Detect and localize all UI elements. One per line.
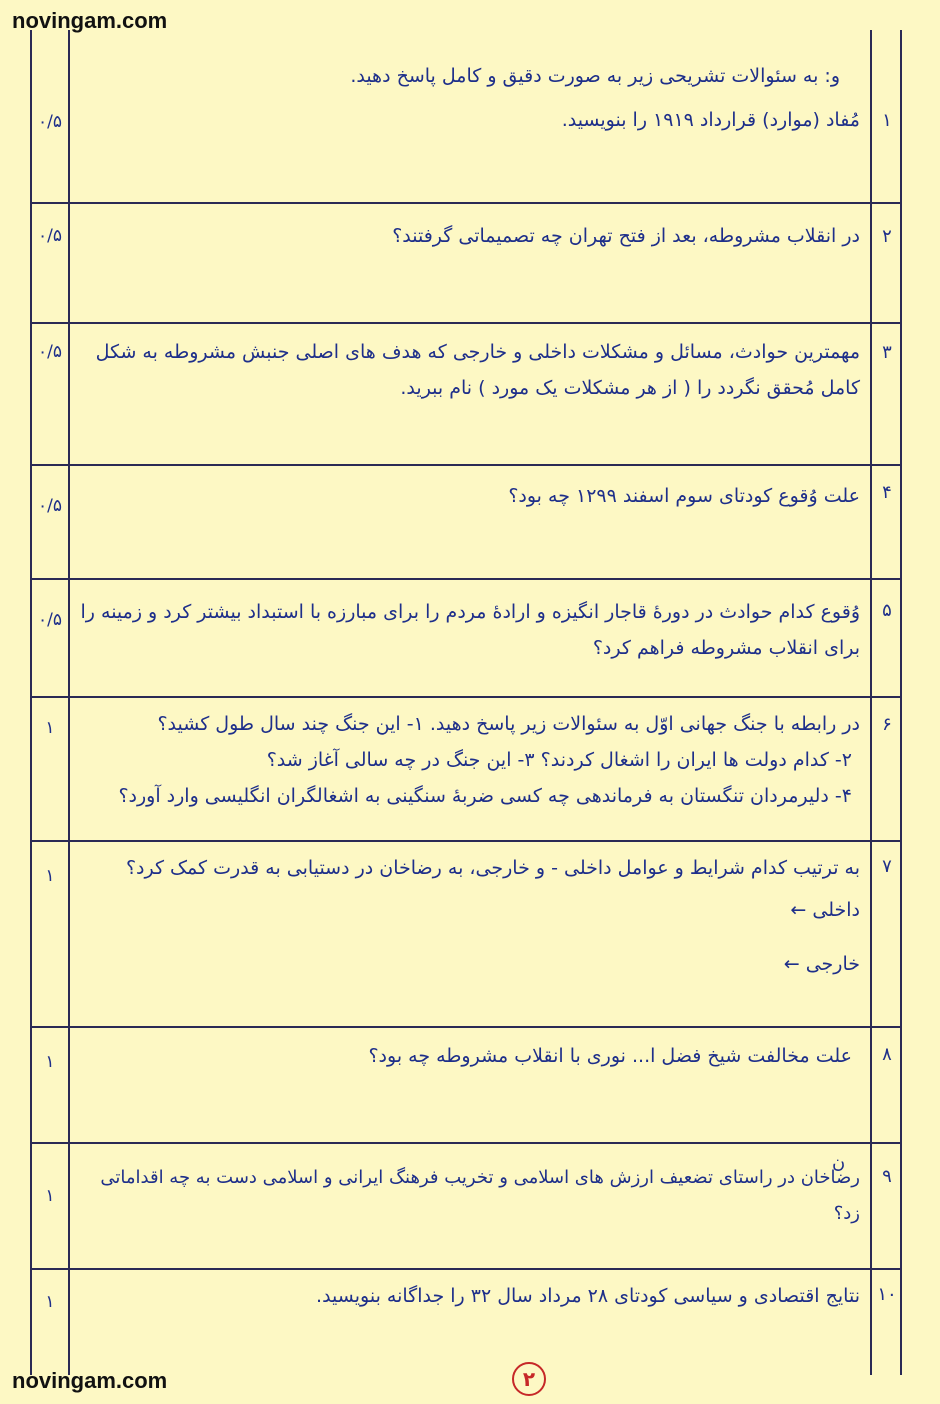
answer-label-internal: داخلی ← <box>790 899 860 921</box>
correction-mark: ن <box>832 1152 846 1173</box>
question-line: ۴- دلیرمردان تنگستان به فرماندهی چه کسی ضربهٔ سنگینی به اشغالگران انگلیسی وارد آورد؟ <box>118 785 852 807</box>
question-number: ۶ <box>882 714 892 735</box>
question-number: ۹ <box>882 1166 892 1187</box>
question-score: ۱ <box>45 1052 55 1072</box>
question-number: ۸ <box>882 1044 892 1065</box>
question-number: ۱ <box>882 110 892 131</box>
question-text: مُفاد (موارد) قرارداد ۱۹۱۹ را بنویسید. <box>561 109 860 131</box>
row-divider <box>32 322 900 324</box>
question-score: ۱ <box>45 1186 55 1206</box>
row-divider <box>32 840 900 842</box>
row-divider <box>32 202 900 204</box>
watermark-top: novingam.com <box>12 8 168 33</box>
question-number: ۱۰ <box>877 1284 897 1305</box>
question-number: ۲ <box>882 226 892 247</box>
question-line: در رابطه با جنگ جهانی اوّل به سئوالات زیر پاسخ دهید. ۱- این جنگ چند سال طول کشید؟ <box>157 713 860 735</box>
page-number: ۲ <box>512 1362 546 1396</box>
row-divider <box>32 696 900 698</box>
question-number: ۴ <box>882 482 892 503</box>
question-text: علت مخالفت شیخ فضل ا... نوری با انقلاب مشروطه چه بود؟ <box>368 1045 852 1067</box>
row-divider <box>32 1268 900 1270</box>
question-score: ۰/۵ <box>38 112 62 132</box>
question-line: به ترتیب کدام شرایط و عوامل داخلی - و خارجی، به رضاخان در دستیابی به قدرت کمک کرد؟ <box>125 857 860 879</box>
question-text: در انقلاب مشروطه، بعد از فتح تهران چه تصمیماتی گرفتند؟ <box>392 225 860 247</box>
score-column-divider <box>68 30 70 1375</box>
question-text: نتایج اقتصادی و سیاسی کودتای ۲۸ مرداد سال ۳۲ را جداگانه بنویسید. <box>316 1285 860 1307</box>
question-text: علت وُقوع کودتای سوم اسفند ۱۲۹۹ چه بود؟ <box>508 485 860 507</box>
question-line: ۲- کدام دولت ها ایران را اشغال کردند؟ ۳- این جنگ در چه سالی آغاز شد؟ <box>266 749 852 771</box>
question-number: ۵ <box>882 600 892 621</box>
section-instruction: و: به سئوالات تشریحی زیر به صورت دقیق و کامل پاسخ دهید. <box>350 65 840 87</box>
question-score: ۱ <box>45 1292 55 1312</box>
question-score: ۰/۵ <box>38 496 62 516</box>
question-score: ۰/۵ <box>38 226 62 246</box>
row-divider <box>32 1026 900 1028</box>
row-divider <box>32 1142 900 1144</box>
row-divider <box>32 464 900 466</box>
question-text: مهمترین حوادث، مسائل و مشکلات داخلی و خارجی که هدف های اصلی جنبش مشروطه به شکل کامل مُحقق نگردد را ( از هر مشکلات یک مورد ) نام ببرید. <box>95 341 860 399</box>
question-score: ۰/۵ <box>38 610 62 630</box>
question-number: ۳ <box>882 342 892 363</box>
row-divider <box>32 578 900 580</box>
answer-label-external: خارجی ← <box>783 953 860 975</box>
question-score: ۱ <box>45 718 55 738</box>
question-score: ۰/۵ <box>38 342 62 362</box>
question-score: ۱ <box>45 866 55 886</box>
question-number: ۷ <box>882 856 892 877</box>
question-text: وُقوع کدام حوادث در دورهٔ قاجار انگیزه و ارادهٔ مردم را برای مبارزه با استبداد بیشتر کرد و زمینه را برای انقلاب مشروطه فراهم کرد؟ <box>80 601 860 659</box>
watermark-bottom: novingam.com <box>12 1368 168 1393</box>
question-text: رضاخان در راستای تضعیف ارزش های اسلامی و تخریب فرهنگ ایرانی و اسلامی دست به چه اقداماتی زد؟ <box>100 1167 860 1224</box>
